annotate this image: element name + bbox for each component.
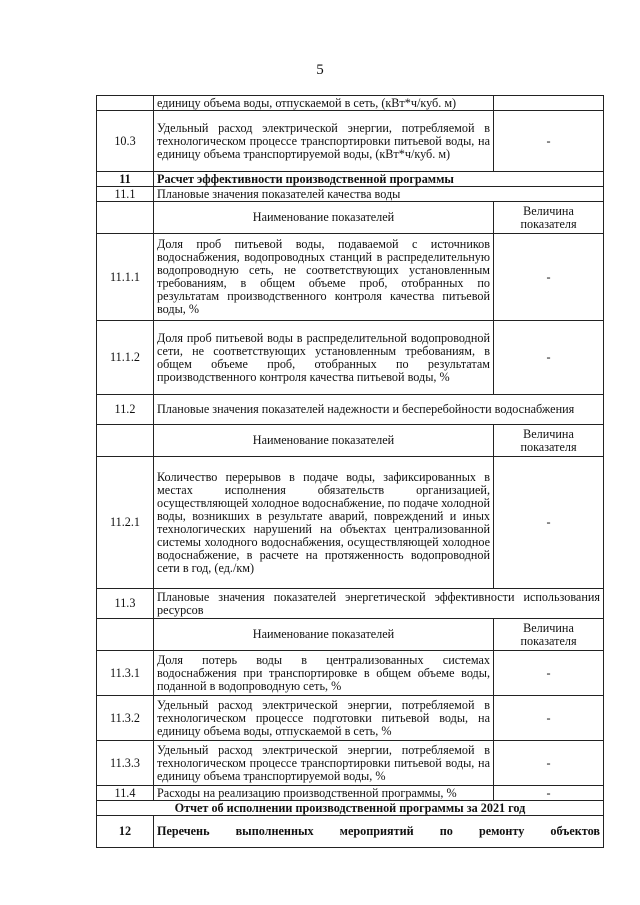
row-text: Плановые значения показателей энергетической эффективности использования ресурсов bbox=[154, 589, 604, 619]
column-header-value: Величина показателя bbox=[494, 425, 604, 457]
row-number: 11.4 bbox=[97, 786, 154, 801]
column-header-name: Наименование показателей bbox=[154, 202, 494, 234]
row-value: - bbox=[494, 741, 604, 786]
table-row bbox=[97, 696, 604, 741]
column-header-name: Наименование показателей bbox=[154, 619, 494, 651]
row-value: - bbox=[494, 457, 604, 589]
row-number: 11.3 bbox=[97, 589, 154, 619]
table-row bbox=[97, 651, 604, 696]
row-number: 11.1.1 bbox=[97, 234, 154, 321]
row-text: Доля проб питьевой воды в распределительной водопроводной сети, не соответствующих установленным требованиям, в общем объеме проб, отобранных по результатам производственного контроля качества питьевой воды, % bbox=[154, 321, 494, 395]
row-value: - bbox=[494, 651, 604, 696]
section-title: Расчет эффективности производственной программы bbox=[154, 172, 604, 187]
row-number: 11.1.2 bbox=[97, 321, 154, 395]
section-row bbox=[97, 816, 604, 848]
row-text: единицу объема воды, отпускаемой в сеть, (кВт*ч/куб. м) bbox=[154, 96, 494, 111]
page-number: 5 bbox=[316, 62, 324, 78]
column-header-value: Величина показателя bbox=[494, 619, 604, 651]
section-row bbox=[97, 172, 604, 187]
table-row bbox=[97, 321, 604, 395]
row-number: 11.1 bbox=[97, 187, 154, 202]
row-number: 11.2 bbox=[97, 395, 154, 425]
header-row bbox=[97, 619, 604, 651]
table-row bbox=[97, 96, 604, 111]
row-text: Доля потерь воды в централизованных системах водоснабжения при транспортировке в общем объеме воды, поданной в водопроводную сеть, % bbox=[154, 651, 494, 696]
program-table bbox=[96, 95, 604, 848]
column-header-name: Наименование показателей bbox=[154, 425, 494, 457]
table-row bbox=[97, 786, 604, 801]
table-row bbox=[97, 457, 604, 589]
row-number: 11.3.1 bbox=[97, 651, 154, 696]
header-row bbox=[97, 425, 604, 457]
row-number: 10.3 bbox=[97, 111, 154, 172]
row-number bbox=[97, 425, 154, 457]
section-row bbox=[97, 801, 604, 816]
row-value: - bbox=[494, 786, 604, 801]
row-text: Расходы на реализацию производственной программы, % bbox=[154, 786, 494, 801]
report-title: Отчет об исполнении производственной программы за 2021 год bbox=[97, 801, 604, 816]
section-number: 11 bbox=[97, 172, 154, 187]
subsection-row bbox=[97, 187, 604, 202]
row-value bbox=[494, 96, 604, 111]
row-value: - bbox=[494, 696, 604, 741]
row-text: Удельный расход электрической энергии, потребляемой в технологическом процессе транспортировки питьевой воды, на единицу объема транспортируемой воды, (кВт*ч/куб. м) bbox=[154, 111, 494, 172]
row-text: Количество перерывов в подаче воды, зафиксированных в местах исполнения обязательств организацией, осуществляющей холодное водоснабжение, по подаче холодной воды, возникших в результате аварий, повреждений и иных технологических нарушений на объектах централизованной системы холодного водоснабжения, осуществляющей холодное водоснабжение, в расчете на протяженность водопроводной сети в год, (ед./км) bbox=[154, 457, 494, 589]
row-number bbox=[97, 619, 154, 651]
row-value: - bbox=[494, 321, 604, 395]
section-number: 12 bbox=[97, 816, 154, 848]
subsection-row bbox=[97, 395, 604, 425]
row-value: - bbox=[494, 234, 604, 321]
row-text: Плановые значения показателей качества воды bbox=[154, 187, 604, 202]
table-row bbox=[97, 741, 604, 786]
row-number bbox=[97, 202, 154, 234]
row-number bbox=[97, 96, 154, 111]
row-text: Удельный расход электрической энергии, потребляемой в технологическом процессе подготовки питьевой воды, на единицу объема воды, отпускаемой в сеть, % bbox=[154, 696, 494, 741]
row-number: 11.3.2 bbox=[97, 696, 154, 741]
table-row bbox=[97, 111, 604, 172]
row-text: Удельный расход электрической энергии, потребляемой в технологическом процессе транспортировки питьевой воды, на единицу объема транспортируемой воды, % bbox=[154, 741, 494, 786]
row-value: - bbox=[494, 111, 604, 172]
subsection-row bbox=[97, 589, 604, 619]
column-header-value: Величина показателя bbox=[494, 202, 604, 234]
row-number: 11.2.1 bbox=[97, 457, 154, 589]
row-text: Плановые значения показателей надежности и бесперебойности водоснабжения bbox=[154, 395, 604, 425]
table-row bbox=[97, 234, 604, 321]
header-row bbox=[97, 202, 604, 234]
row-number: 11.3.3 bbox=[97, 741, 154, 786]
row-text: Доля проб питьевой воды, подаваемой с источников водоснабжения, водопроводных станций в распределительную водопроводную сеть, не соответствующих установленным требованиям, в общем объеме проб, отобранных по результатам производственного контроля качества питьевой воды, % bbox=[154, 234, 494, 321]
section-title: Перечень выполненных мероприятий по ремонту объектов bbox=[154, 816, 604, 848]
